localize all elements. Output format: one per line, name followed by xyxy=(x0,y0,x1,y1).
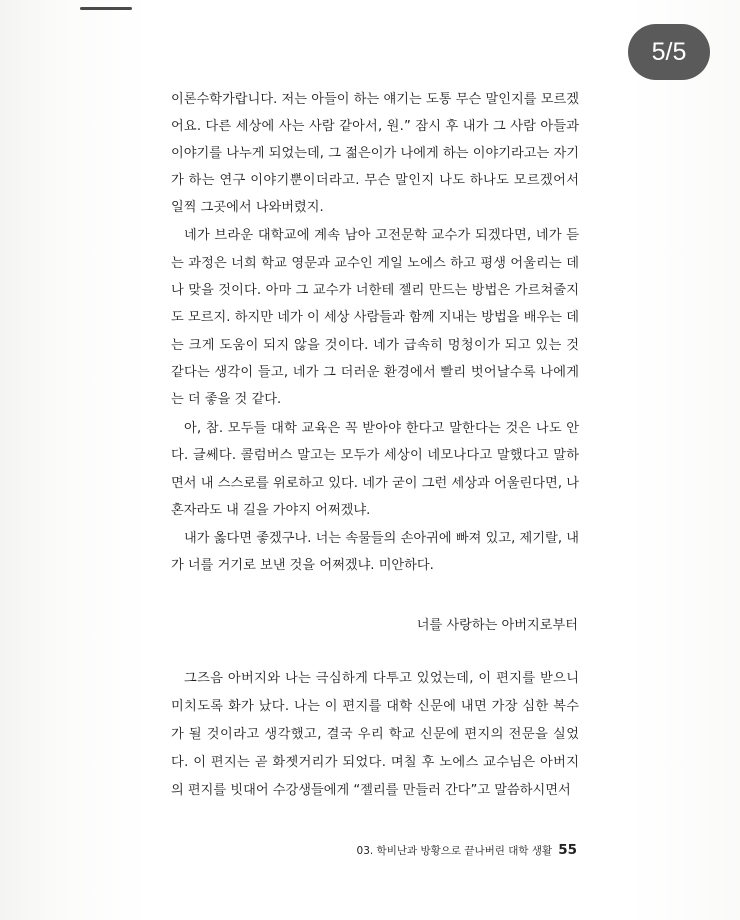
page-footer xyxy=(357,839,577,858)
letter-signature: 너를 사랑하는 아버지로부터 xyxy=(416,618,578,633)
text-line: 어요. 다른 세상에 사는 사람 같아서, 원.” 잠시 후 내가 그 사람 아들과 xyxy=(171,119,580,134)
text-line: 가 너를 거기로 보낸 것을 어쩌겠냐. 미안하다. xyxy=(171,558,434,573)
text-line: 네가 브라운 대학교에 계속 남아 고전문학 교수가 되겠다면, 네가 듣 xyxy=(184,228,580,243)
text-line: 내가 옳다면 좋겠구나. 너는 속물들의 손아귀에 빠져 있고, 제기랄, 내 xyxy=(184,531,580,546)
text-line: 혼자라도 내 길을 가야지 어쩌겠냐. xyxy=(171,503,371,518)
text-line: 같다는 생각이 들고, 네가 그 더러운 환경에서 빨리 벗어날수록 나에게 xyxy=(171,365,580,380)
page-indicator-badge: 5/5 xyxy=(628,24,710,80)
text-line: 일찍 그곳에서 나와버렸지. xyxy=(171,200,324,215)
text-line: 면서 내 스스로를 위로하고 있다. 네가 굳이 그런 세상과 어울린다면, 나 xyxy=(171,476,580,491)
text-line: 그즈음 아버지와 나는 극심하게 다투고 있었는데, 이 편지를 받으니 xyxy=(184,671,580,686)
text-line: 이야기를 나누게 되었는데, 그 젊은이가 나에게 하는 이야기라고는 자기 xyxy=(171,146,580,161)
text-line: 이론수학가랍니다. 저는 아들이 하는 얘기는 도통 무슨 말인지를 모르겠 xyxy=(171,92,580,107)
scan-edge-mark xyxy=(80,7,132,10)
text-line: 의 편지를 빗대어 수강생들에게 “젤리를 만들러 간다”고 말씀하시면서 xyxy=(171,783,571,798)
text-line: 미치도록 화가 났다. 나는 이 편지를 대학 신문에 내면 가장 심한 복수 xyxy=(171,699,580,714)
text-line: 는 크게 도움이 되지 않을 것이다. 네가 급속히 멍청이가 되고 있는 것 xyxy=(171,338,580,353)
page-number: 55 xyxy=(558,842,577,858)
text-line: 다. 글쎄다. 콜럼버스 말고는 모두가 세상이 네모나다고 말했다고 말하 xyxy=(171,448,580,463)
text-line: 가 될 것이라고 생각했고, 결국 우리 학교 신문에 편지의 전문을 실었 xyxy=(171,727,580,742)
text-line: 다. 이 편지는 곧 화젯거리가 되었다. 며칠 후 노에스 교수님은 아버지 xyxy=(171,755,580,770)
text-line: 가 하는 연구 이야기뿐이더라고. 무슨 말인지 나도 하나도 모르겠어서 xyxy=(171,173,580,188)
text-line: 나 맞을 것이다. 아마 그 교수가 너한테 젤리 만드는 방법은 가르쳐줄지 xyxy=(171,283,580,298)
chapter-title: 03. 학비난과 방황으로 끝나버린 대학 생활 xyxy=(356,845,553,857)
text-line: 는 과정은 너희 학교 영문과 교수인 게일 노에스 하고 평생 어울리는 데 xyxy=(171,256,580,271)
text-line: 는 더 좋을 것 같다. xyxy=(171,392,282,407)
text-line: 도 모르지. 하지만 네가 이 세상 사람들과 함께 지내는 방법을 배우는 데 xyxy=(171,310,580,325)
text-line: 아, 참. 모두들 대학 교육은 꼭 받아야 한다고 말한다는 것은 나도 안 xyxy=(184,421,580,436)
